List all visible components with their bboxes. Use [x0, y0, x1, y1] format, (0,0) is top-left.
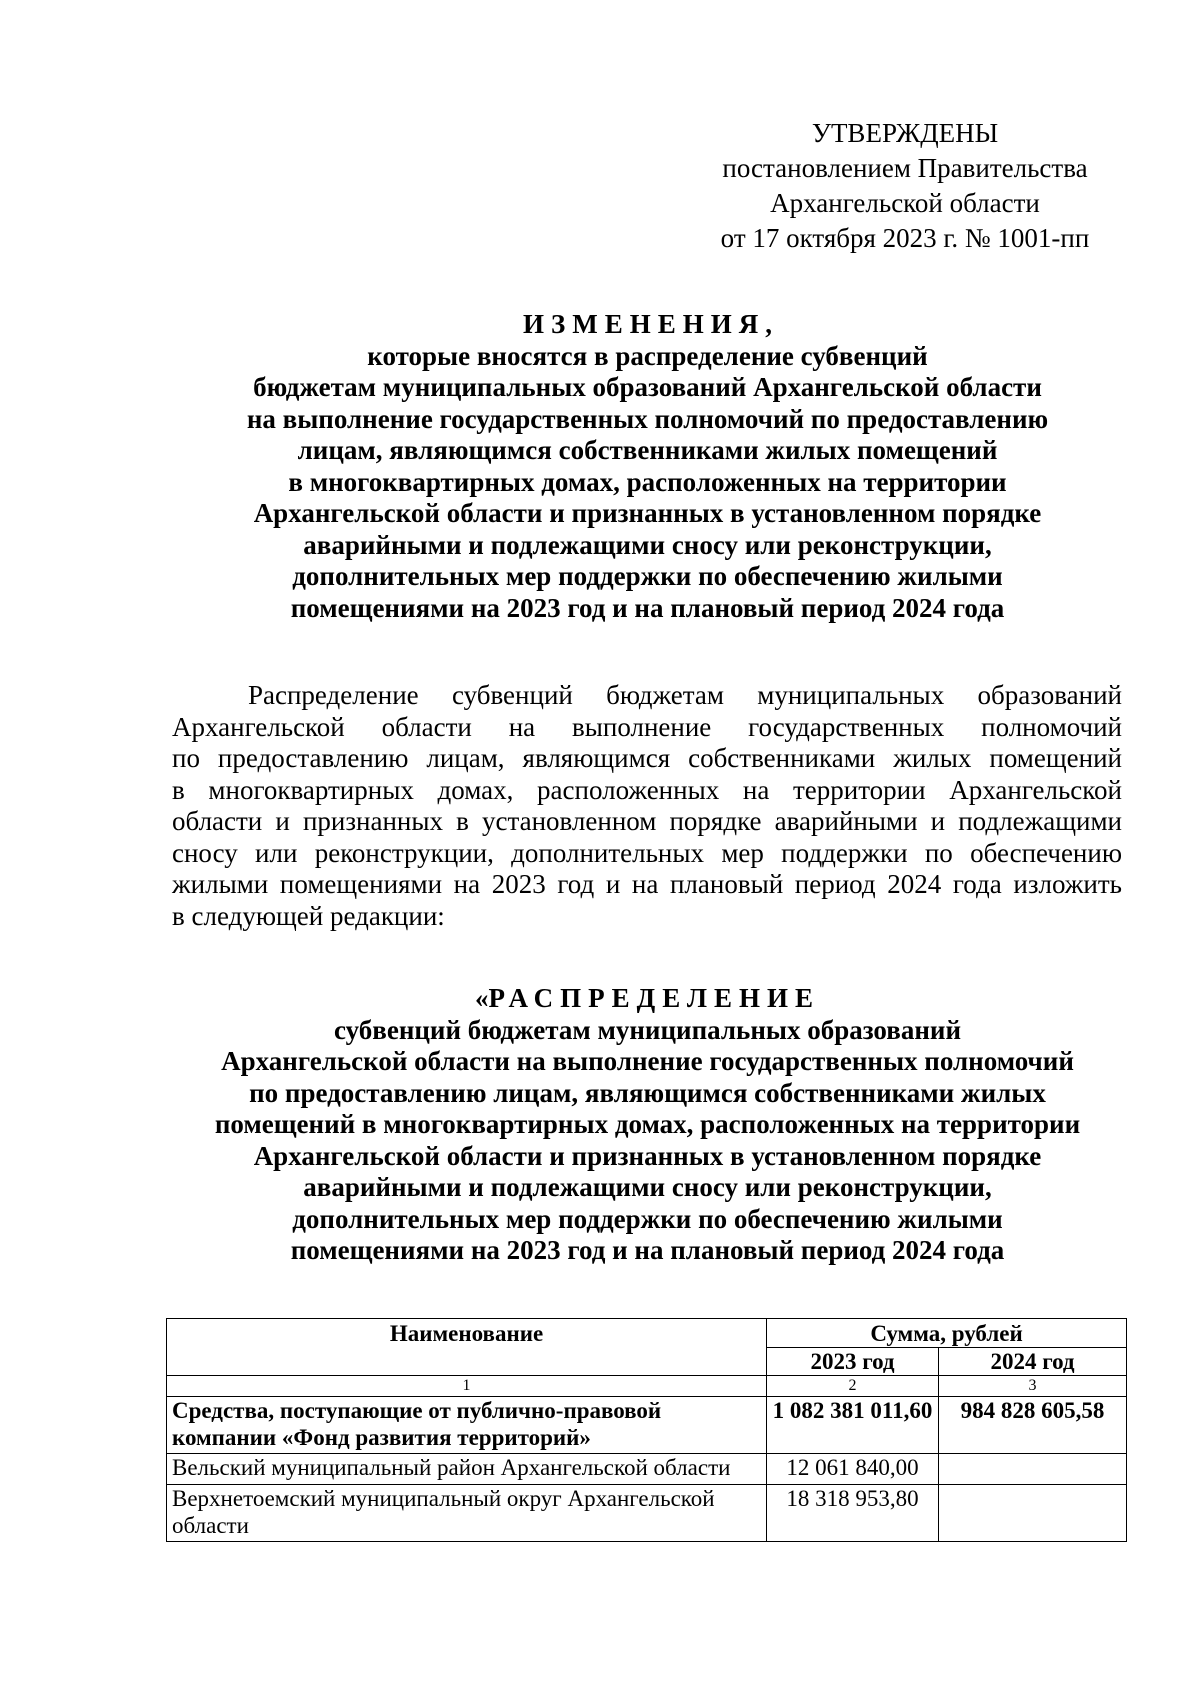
distribution-line: дополнительных мер поддержки по обеспечению жилыми [292, 1203, 1003, 1234]
distribution-heading [170, 983, 1125, 1267]
changes-heading [170, 309, 1125, 624]
approval-title: УТВЕРЖДЕНЫ [811, 118, 999, 148]
distribution-table-wrap [166, 1318, 1126, 1542]
approval-line-3: от 17 октября 2023 г. № 1001-пп [720, 223, 1090, 253]
table-row [167, 1454, 1127, 1485]
changes-line: лицам, являющимся собственниками жилых помещений [297, 435, 998, 465]
distribution-line: помещений в многоквартирных домах, расположенных на территории [214, 1109, 1081, 1139]
changes-line: дополнительных мер поддержки по обеспечению жилыми [292, 561, 1003, 591]
row-sum-2023: 12 061 840,00 [767, 1454, 939, 1485]
column-number: 1 [167, 1376, 767, 1397]
row-name: Вельский муниципальный район Архангельской области [167, 1454, 767, 1485]
approval-line-2: Архангельской области [770, 188, 1040, 218]
table-row [167, 1397, 1127, 1454]
distribution-table [166, 1318, 1127, 1542]
header-year-2023: 2023 год [767, 1348, 939, 1376]
column-number-row [167, 1376, 1127, 1397]
changes-line: в многоквартирных домах, расположенных на территории [288, 466, 1007, 497]
approval-line-1: постановлением Правительства [722, 153, 1088, 183]
distribution-line: субвенций бюджетам муниципальных образований [333, 1014, 961, 1045]
paragraph-line: Распределение субвенций бюджетам муниципальных образований [248, 680, 1122, 710]
paragraph-line: Архангельской области на выполнение государственных полномочий [172, 711, 1122, 742]
open-quote: « [474, 983, 489, 1013]
body-paragraph [172, 680, 1122, 932]
paragraph-line: по предоставлению лицам, являющимся собственниками жилых помещений [172, 743, 1122, 773]
changes-line: которые вносятся в распределение субвенций [367, 340, 928, 371]
table-header-row [167, 1319, 1127, 1348]
changes-title-suffix: , [765, 309, 772, 339]
column-number: 3 [939, 1376, 1127, 1397]
distribution-line: Архангельской области и признанных в установленном порядке [253, 1140, 1042, 1171]
approval-block [700, 116, 1110, 256]
changes-title-line [170, 309, 1125, 341]
header-name: Наименование [167, 1319, 767, 1376]
changes-line: Архангельской области и признанных в установленном порядке [253, 498, 1042, 528]
row-name: Средства, поступающие от публично-правовой компании «Фонд развития территорий» [167, 1397, 767, 1454]
changes-line: бюджетам муниципальных образований Архангельской области [253, 372, 1042, 402]
distribution-line: по предоставлению лицам, являющимся собственниками жилых [249, 1077, 1046, 1108]
header-sum: Сумма, рублей [767, 1319, 1127, 1348]
header-year-2024: 2024 год [939, 1348, 1127, 1376]
row-sum-2024 [939, 1485, 1127, 1542]
paragraph-line: области и признанных в установленном порядке аварийными и подлежащими [172, 806, 1122, 836]
distribution-title: РАСПРЕДЕЛЕНИЕ [488, 983, 821, 1013]
column-number: 2 [767, 1376, 939, 1397]
row-sum-2024 [939, 1454, 1127, 1485]
distribution-line: помещениями на 2023 год и на плановый период 2024 года [290, 1235, 1005, 1265]
paragraph-line: сносу или реконструкции, дополнительных мер поддержки по обеспечению [172, 837, 1122, 868]
changes-line: помещениями на 2023 год и на плановый период 2024 года [290, 592, 1005, 623]
distribution-line: Архангельской области на выполнение государственных полномочий [221, 1046, 1074, 1076]
changes-line: аварийными и подлежащими сносу или реконструкции, [303, 529, 992, 560]
paragraph-line: жилыми помещениями на 2023 год и на плановый период 2024 года изложить [172, 869, 1122, 899]
paragraph-line: в многоквартирных домах, расположенных на территории Архангельской [172, 774, 1122, 805]
paragraph-line: в следующей редакции: [172, 900, 445, 931]
changes-line: на выполнение государственных полномочий по предоставлению [246, 403, 1049, 434]
row-name: Верхнетоемский муниципальный округ Архангельской области [167, 1485, 767, 1542]
row-sum-2023: 1 082 381 011,60 [767, 1397, 939, 1454]
table-row [167, 1485, 1127, 1542]
distribution-line: аварийными и подлежащими сносу или реконструкции, [303, 1172, 992, 1202]
row-sum-2023: 18 318 953,80 [767, 1485, 939, 1542]
row-sum-2024: 984 828 605,58 [939, 1397, 1127, 1454]
distribution-title-line [170, 983, 1125, 1015]
changes-title: ИЗМЕНЕНИЯ [522, 309, 766, 339]
